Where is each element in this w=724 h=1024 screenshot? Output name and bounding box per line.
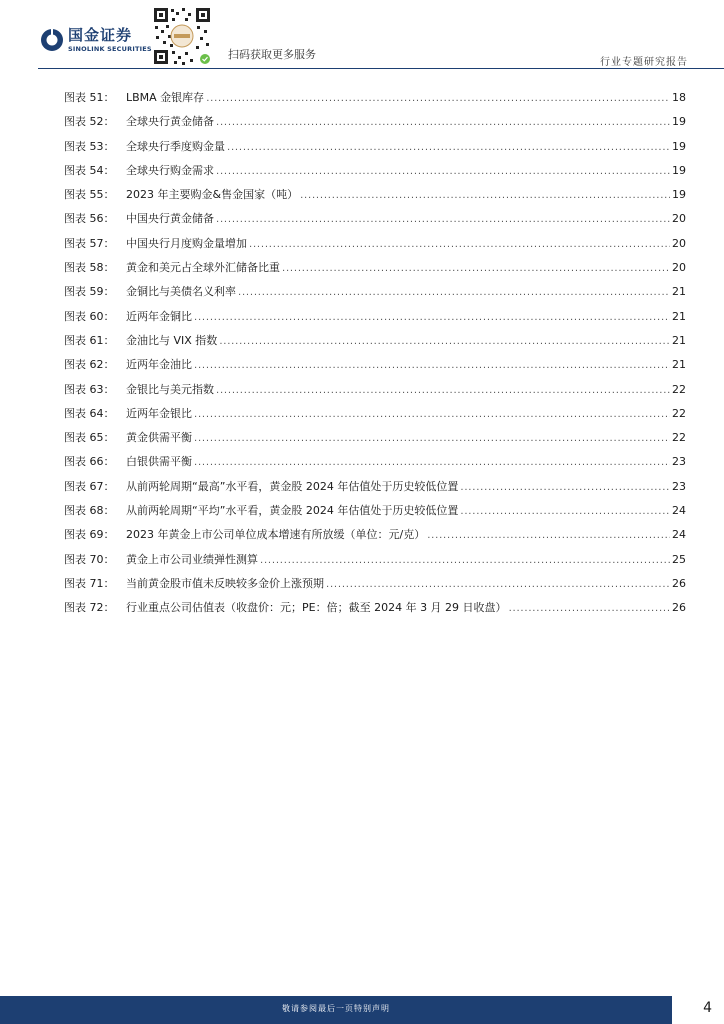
toc-entry-title[interactable]: 近两年金铜比 <box>126 309 192 323</box>
toc-leader-dots <box>206 93 670 104</box>
toc-entry-title[interactable]: 中国央行月度购金量增加 <box>126 236 247 250</box>
toc-entry-title[interactable]: 金铜比与美债名义利率 <box>126 285 236 299</box>
toc-entry-title[interactable]: 近两年金油比 <box>126 358 192 372</box>
report-type-label: 行业专题研究报告 <box>600 57 688 68</box>
toc-entry[interactable] <box>64 453 686 477</box>
toc-entry[interactable] <box>64 89 686 113</box>
toc-entry-page[interactable]: 21 <box>672 309 686 323</box>
toc-entry-label: 图表 67： <box>64 479 115 493</box>
toc-entry-title[interactable]: LBMA 金银库存 <box>126 91 205 104</box>
toc-entry-label: 图表 71： <box>64 576 115 590</box>
toc-entry-title[interactable]: 黄金供需平衡 <box>126 431 192 445</box>
toc-entry-label: 图表 57： <box>64 236 115 250</box>
toc-entry-title[interactable]: 行业重点公司估值表（收盘价：元；PE：倍；截至 2024 年 3 月 29 日收盘） <box>126 601 507 615</box>
toc-leader-dots <box>194 409 670 420</box>
toc-entry-title[interactable]: 全球央行黄金储备 <box>126 115 214 129</box>
toc-entry-title[interactable]: 2023 年黄金上市公司单位成本增速有所放缓（单位：元/克） <box>126 528 426 542</box>
toc-entry-page[interactable]: 20 <box>672 261 686 275</box>
toc-entry[interactable] <box>64 186 686 210</box>
qr-code-icon[interactable] <box>152 6 212 66</box>
toc-entry-page[interactable]: 26 <box>672 576 686 590</box>
toc-entry-label: 图表 62： <box>64 358 115 372</box>
toc-entry-page[interactable]: 21 <box>672 333 686 347</box>
toc-leader-dots <box>300 190 670 201</box>
toc-leader-dots <box>194 312 670 323</box>
toc-entry-page[interactable]: 18 <box>672 91 686 104</box>
toc-entry-label: 图表 58： <box>64 261 115 275</box>
page-header <box>0 0 724 70</box>
header-divider <box>38 68 724 69</box>
sinolink-logo-icon <box>40 28 64 52</box>
toc-entry[interactable] <box>64 283 686 307</box>
toc-entry-label: 图表 56： <box>64 212 115 226</box>
toc-entry-title[interactable]: 全球央行季度购金量 <box>126 139 225 153</box>
toc-entry[interactable] <box>64 356 686 380</box>
toc-entry[interactable] <box>64 210 686 234</box>
toc-leader-dots <box>460 506 670 517</box>
toc-entry-page[interactable]: 21 <box>672 285 686 299</box>
toc-leader-dots <box>427 530 670 541</box>
toc-entry-label: 图表 59： <box>64 285 115 299</box>
toc-entry-label: 图表 69： <box>64 528 115 542</box>
toc-leader-dots <box>509 603 670 614</box>
toc-entry-label: 图表 72： <box>64 601 115 615</box>
toc-entry-page[interactable]: 22 <box>672 382 686 396</box>
toc-leader-dots <box>194 360 670 371</box>
toc-entry-label: 图表 64： <box>64 406 115 420</box>
qr-caption: 扫码获取更多服务 <box>228 48 316 61</box>
toc-entry-title[interactable]: 从前两轮周期“最高”水平看，黄金股 2024 年估值处于历史较低位置 <box>126 479 459 493</box>
toc-entry-title[interactable]: 黄金上市公司业绩弹性测算 <box>126 552 258 566</box>
toc-entry[interactable] <box>64 235 686 259</box>
figure-list <box>64 89 686 624</box>
toc-entry[interactable] <box>64 259 686 283</box>
toc-entry-label: 图表 70： <box>64 552 115 566</box>
toc-leader-dots <box>216 166 670 177</box>
toc-entry[interactable] <box>64 405 686 429</box>
toc-leader-dots <box>194 457 670 468</box>
toc-leader-dots <box>216 214 670 225</box>
toc-entry-label: 图表 54： <box>64 163 115 177</box>
brand-logo <box>40 28 152 53</box>
toc-entry-title[interactable]: 2023 年主要购金&售金国家（吨） <box>126 188 299 202</box>
toc-entry[interactable] <box>64 502 686 526</box>
toc-leader-dots <box>460 482 670 493</box>
brand-name-cn: 国金证券 <box>68 26 133 44</box>
toc-entry[interactable] <box>64 332 686 356</box>
toc-leader-dots <box>326 579 670 590</box>
toc-entry-title[interactable]: 金油比与 VIX 指数 <box>126 333 218 347</box>
toc-entry-label: 图表 60： <box>64 309 115 323</box>
toc-entry[interactable] <box>64 575 686 599</box>
toc-entry[interactable] <box>64 138 686 162</box>
toc-entry-title[interactable]: 近两年金银比 <box>126 406 192 420</box>
page-number: 4 <box>703 1000 712 1016</box>
toc-entry-label: 图表 51： <box>64 91 115 104</box>
toc-leader-dots <box>238 287 670 298</box>
toc-leader-dots <box>227 142 670 153</box>
toc-entry-label: 图表 68： <box>64 504 115 518</box>
toc-entry-page[interactable]: 24 <box>672 504 686 518</box>
toc-entry[interactable] <box>64 526 686 550</box>
toc-entry-label: 图表 53： <box>64 139 115 153</box>
toc-leader-dots <box>216 117 670 128</box>
toc-entry-page[interactable]: 19 <box>672 115 686 129</box>
toc-entry[interactable] <box>64 113 686 137</box>
brand-name-en: SINOLINK SECURITIES <box>68 45 152 53</box>
page-footer <box>0 996 724 1024</box>
toc-entry-label: 图表 61： <box>64 333 115 347</box>
toc-entry-page[interactable]: 23 <box>672 479 686 493</box>
toc-entry[interactable] <box>64 162 686 186</box>
toc-entry-page[interactable]: 21 <box>672 358 686 372</box>
toc-entry-label: 图表 65： <box>64 431 115 445</box>
toc-entry-title[interactable]: 金银比与美元指数 <box>126 382 214 396</box>
toc-entry-title[interactable]: 当前黄金股市值未反映较多金价上涨预期 <box>126 576 324 590</box>
toc-entry-page[interactable]: 19 <box>672 188 686 202</box>
toc-leader-dots <box>216 385 670 396</box>
toc-entry-label: 图表 66： <box>64 455 115 469</box>
toc-entry-title[interactable]: 白银供需平衡 <box>126 455 192 469</box>
toc-entry-label: 图表 55： <box>64 188 115 202</box>
footer-disclaimer: 敬请参阅最后一页特别声明 <box>282 1004 390 1013</box>
toc-entry-page[interactable]: 24 <box>672 528 686 542</box>
toc-entry-label: 图表 63： <box>64 382 115 396</box>
toc-entry-title[interactable]: 全球央行购金需求 <box>126 163 214 177</box>
toc-entry-page[interactable]: 20 <box>672 236 686 250</box>
toc-entry-title[interactable]: 从前两轮周期“平均”水平看，黄金股 2024 年估值处于历史较低位置 <box>126 504 459 518</box>
toc-entry[interactable] <box>64 429 686 453</box>
toc-entry-page[interactable]: 19 <box>672 163 686 177</box>
toc-entry-page[interactable]: 22 <box>672 431 686 445</box>
toc-leader-dots <box>249 239 670 250</box>
toc-entry[interactable] <box>64 478 686 502</box>
toc-entry-label: 图表 52： <box>64 115 115 129</box>
toc-entry-page[interactable]: 25 <box>672 552 686 566</box>
toc-leader-dots <box>260 555 670 566</box>
toc-entry[interactable] <box>64 381 686 405</box>
toc-entry-page[interactable]: 22 <box>672 406 686 420</box>
toc-entry-page[interactable]: 20 <box>672 212 686 226</box>
toc-entry[interactable] <box>64 599 686 623</box>
toc-entry-page[interactable]: 26 <box>672 601 686 615</box>
toc-leader-dots <box>282 263 670 274</box>
toc-entry-title[interactable]: 中国央行黄金储备 <box>126 212 214 226</box>
toc-entry-title[interactable]: 黄金和美元占全球外汇储备比重 <box>126 261 280 275</box>
toc-entry[interactable] <box>64 551 686 575</box>
toc-entry-page[interactable]: 23 <box>672 455 686 469</box>
toc-leader-dots <box>219 336 670 347</box>
toc-entry[interactable] <box>64 308 686 332</box>
toc-entry-page[interactable]: 19 <box>672 139 686 153</box>
toc-leader-dots <box>194 433 670 444</box>
